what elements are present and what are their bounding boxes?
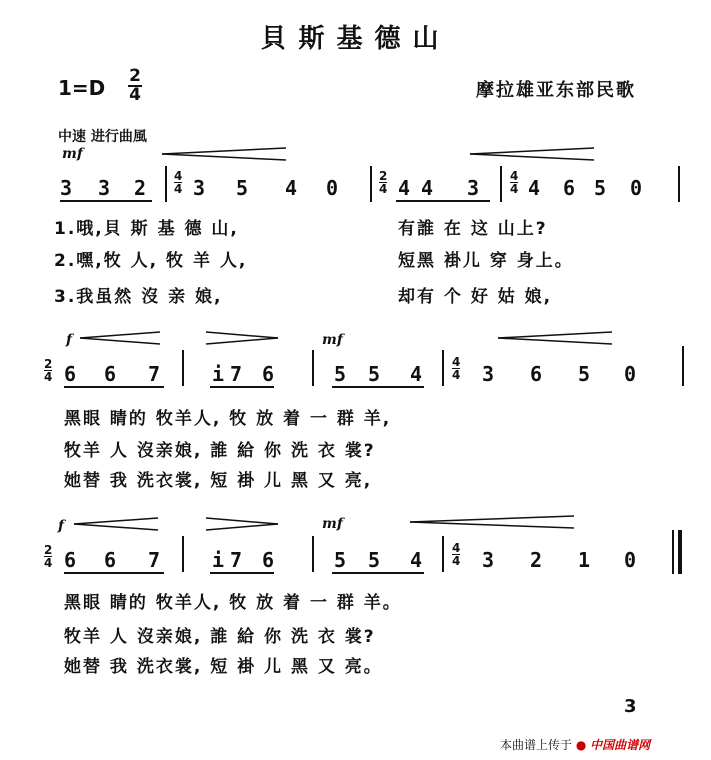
bar-line [442,536,444,572]
meter-change: 4 4 [452,355,461,382]
bar-line [182,350,184,386]
note: 4 [285,176,298,200]
page-number: 3 [624,696,637,717]
footer-prefix: 本曲谱上传于 [500,738,573,752]
crescendo-hairpin [496,330,616,346]
note: 5 [368,548,381,572]
note: 6 [262,548,275,572]
bar-line [682,346,684,386]
bar-line [500,166,502,202]
note: 3 [467,176,480,200]
bar-line [678,166,680,202]
note: 5 [368,362,381,386]
note: 7 [148,548,161,572]
note: 5 [578,362,591,386]
note: 3 [482,362,495,386]
note: 6 [563,176,576,200]
lyric-verse-2-b: 短黑 褂儿 穿 身上。 [398,251,574,271]
lyric-verse-1: 黑眼 睛的 牧羊人, 牧 放 着 一 群 羊。 [64,593,402,613]
site-logo-icon: ● [575,738,587,752]
lyric-verse-1: 1.哦,貝 斯 基 德 山, [54,219,239,239]
final-bar-thin [672,530,674,574]
note: 0 [326,176,339,200]
dynamic-f: f [58,518,65,534]
lyric-verse-2: 牧羊 人 沒亲娘, 誰 給 你 洗 衣 裳? [64,627,376,647]
lyric-verse-1: 黑眼 睛的 牧羊人, 牧 放 着 一 群 羊, [64,409,392,429]
song-title: 貝斯基德山 [260,24,451,54]
lyric-verse-1-b: 有誰 在 这 山上? [398,219,548,239]
dynamic-mf: mf [322,332,343,348]
bar-line [312,536,314,572]
note: 6 [64,548,77,572]
bar-line [312,350,314,386]
decrescendo-hairpin [204,516,280,532]
note: 7 [148,362,161,386]
bar-line [442,350,444,386]
note: 5 [594,176,607,200]
meter-change: 2 4 [44,543,53,570]
beam-underline [332,386,424,388]
meter-change: 2 4 [379,169,388,196]
note: 3 [482,548,495,572]
note: 3 [60,176,73,200]
note: 4 [410,362,423,386]
note: 6 [530,362,543,386]
note: 3 [193,176,206,200]
note: 5 [334,548,347,572]
note: 6 [64,362,77,386]
crescendo-hairpin [160,146,290,162]
song-origin: 摩拉雄亚东部民歌 [476,80,636,101]
dynamic-mf: mf [62,146,83,162]
lyric-verse-3: 3.我虽然 沒 亲 娘, [54,287,223,307]
note: 2 [134,176,147,200]
meter-change: 2 4 [44,357,53,384]
bar-line [370,166,372,202]
note: 5 [334,362,347,386]
meter-change: 4 4 [452,541,461,568]
lyric-verse-2: 牧羊 人 沒亲娘, 誰 給 你 洗 衣 裳? [64,441,376,461]
beam-underline [210,572,274,574]
beam-underline [210,386,274,388]
meter-change: 4 4 [174,169,183,196]
crescendo-hairpin [468,146,598,162]
crescendo-hairpin [408,514,578,530]
bar-line [182,536,184,572]
beam-underline [64,572,164,574]
note: 0 [624,548,637,572]
decrescendo-hairpin [204,330,280,346]
footer-brand[interactable]: 中国曲谱网 [590,738,651,752]
bar-line [165,166,167,202]
crescendo-hairpin [72,516,162,532]
note: 4 [528,176,541,200]
tempo-marking: 中速 进行曲風 [58,129,147,145]
lyric-verse-3-b: 却有 个 好 姑 娘, [398,287,553,307]
lyric-verse-3: 她替 我 洗衣裳, 短 褂 儿 黑 又 亮。 [64,657,383,677]
note: 6 [104,362,117,386]
beam-underline [60,200,152,202]
lyric-verse-3: 她替 我 洗衣裳, 短 褂 儿 黑 又 亮, [64,471,373,491]
note: i [212,362,225,386]
note: 4 [410,548,423,572]
dynamic-mf: mf [322,516,343,532]
dynamic-f: f [66,332,73,348]
note: 5 [236,176,249,200]
note: 0 [624,362,637,386]
time-signature: 2 4 [129,66,141,105]
note: 4 [421,176,434,200]
note: 3 [98,176,111,200]
note: i [212,548,225,572]
note: 4 [398,176,411,200]
beam-underline [64,386,164,388]
note: 7 [230,362,243,386]
key-signature: 1=D [58,76,106,100]
note: 6 [104,548,117,572]
crescendo-hairpin [78,330,164,346]
beam-underline [332,572,424,574]
meter-change: 4 4 [510,169,519,196]
note: 7 [230,548,243,572]
final-bar-thick [678,530,682,574]
footer-credit [500,736,650,753]
note: 0 [630,176,643,200]
note: 2 [530,548,543,572]
lyric-verse-2: 2.嘿,牧 人, 牧 羊 人, [54,251,248,271]
note: 6 [262,362,275,386]
note: 1 [578,548,591,572]
beam-underline [396,200,490,202]
